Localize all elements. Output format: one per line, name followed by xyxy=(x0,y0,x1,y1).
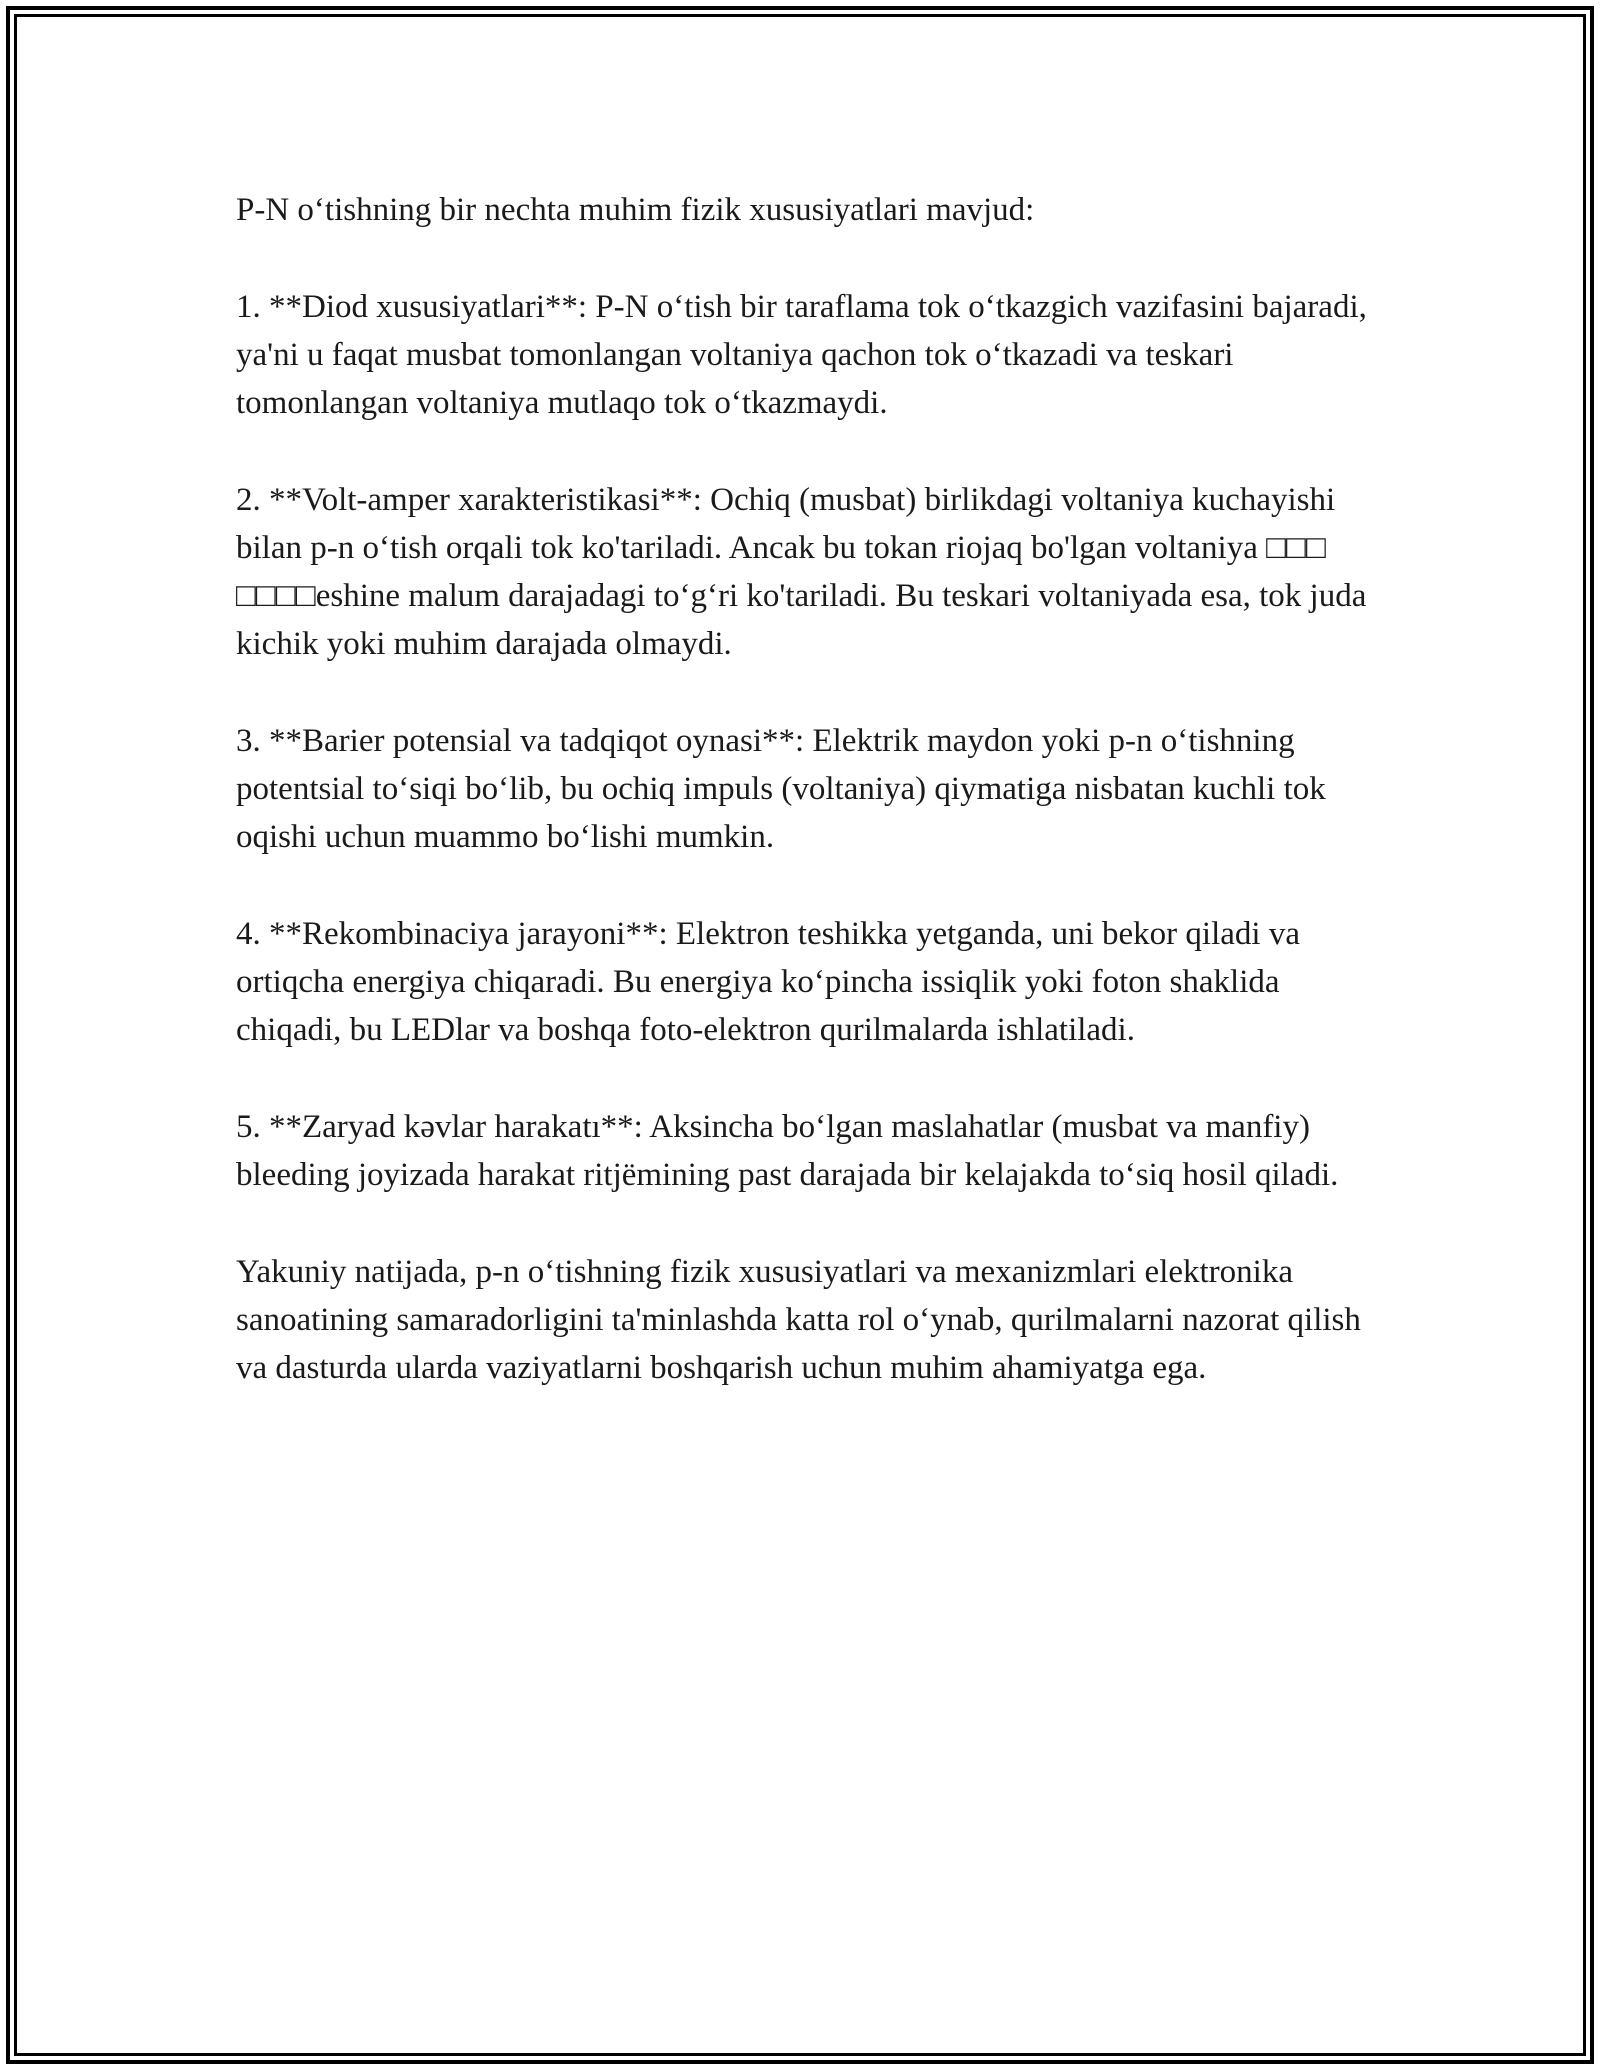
list-item-diod: 1. **Diod xususiyatlari**: P-N o‘tish bir taraflama tok o‘tkazgich vazifasini bajaradi, ya'ni u faqat musbat tomonlangan voltaniya qachon tok o‘tkazadi va teskari tomonlangan voltaniya mutlaqo tok o‘tkazmaydi. xyxy=(236,289,1367,421)
intro-paragraph: P-N o‘tishning bir nechta muhim fizik xususiyatlari mavjud: xyxy=(236,192,1035,228)
conclusion-paragraph: Yakuniy natijada, p-n o‘tishning fizik xususiyatlari va mexanizmlari elektronika sanoatining samaradorligini ta'minlashda katta rol o‘ynab, qurilmalarni nazorat qilish va dasturda ularda vaziyatlarni boshqarish uchun muhim ahamiyatga ega. xyxy=(236,1254,1361,1386)
document-body xyxy=(236,186,1386,1392)
list-item-volt-amper: 2. **Volt-amper xarakteristikasi**: Ochiq (musbat) birlikdagi voltaniya kuchayishi bilan p-n o‘tish orqali tok ko'tariladi. Ancak bu tokan riojaq bo'lgan voltaniya □□□ □□□□eshine malum darajadagi to‘g‘ri ko'tariladi. Bu teskari voltaniyada esa, tok juda kichik yoki muhim darajada olmaydi. xyxy=(236,482,1367,662)
list-item-zaryad: 5. **Zaryad kəvlar harakatı**: Aksincha bo‘lgan maslahatlar (musbat va manfiy) bleeding joyizada harakat ritjëmining past darajada bir kelajakda to‘siq hosil qiladi. xyxy=(236,1109,1339,1193)
list-item-rekombinaciya: 4. **Rekombinaciya jarayoni**: Elektron teshikka yetganda, uni bekor qiladi va ortiqcha energiya chiqaradi. Bu energiya ko‘pincha issiqlik yoki foton shaklida chiqadi, bu LEDlar va boshqa foto-elektron qurilmalarda ishlatiladi. xyxy=(236,916,1300,1048)
list-item-barier: 3. **Barier potensial va tadqiqot oynasi**: Elektrik maydon yoki p-n o‘tishning potentsial to‘siqi bo‘lib, bu ochiq impuls (voltaniya) qiymatiga nisbatan kuchli tok oqishi uchun muammo bo‘lishi mumkin. xyxy=(236,723,1326,855)
